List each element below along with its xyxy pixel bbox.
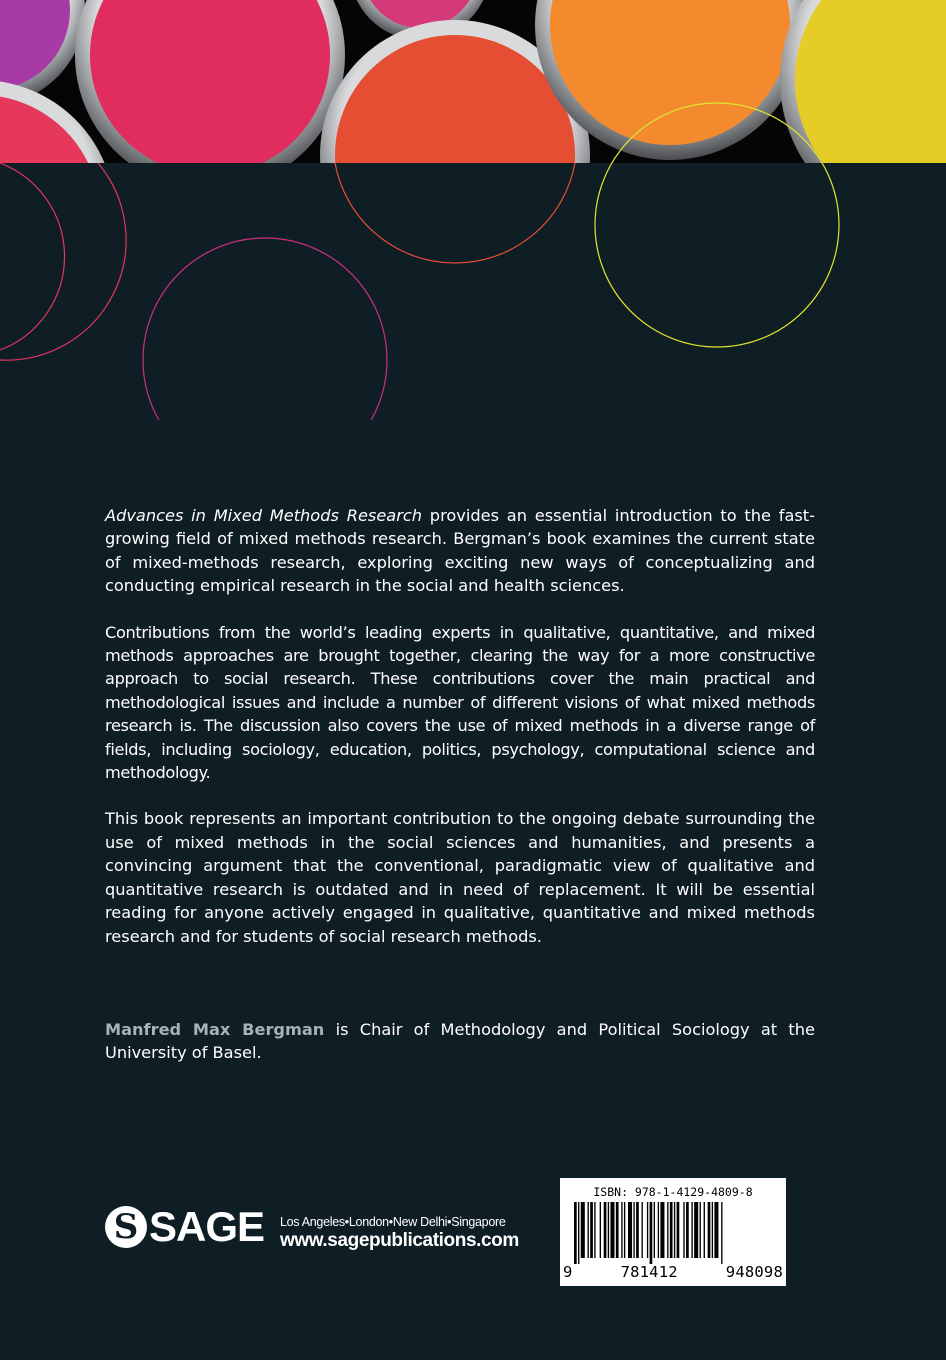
publisher-logo <box>105 1203 265 1250</box>
barcode-bar <box>660 1202 664 1258</box>
barcode-bar <box>700 1202 701 1258</box>
isbn-barcode <box>560 1178 786 1286</box>
barcode-bar <box>667 1202 668 1258</box>
barcode-bar <box>642 1202 643 1258</box>
barcode-right-digits: 948098 <box>725 1263 783 1281</box>
barcode-bar <box>686 1202 689 1258</box>
barcode-bar <box>594 1202 595 1258</box>
book-title: Advances in Mixed Methods Research <box>105 506 423 525</box>
barcode-bar <box>712 1202 713 1258</box>
ring-orange <box>335 163 575 263</box>
barcode-bar <box>616 1202 619 1258</box>
barcode-bar <box>721 1202 722 1264</box>
isbn-label: ISBN: 978-1-4129-4809-8 <box>593 1185 753 1199</box>
barcode-bar <box>708 1202 711 1258</box>
barcode-bar <box>610 1202 614 1258</box>
barcode-bar <box>658 1202 659 1258</box>
ring-left-edge <box>0 163 126 360</box>
barcode-bar <box>588 1202 589 1258</box>
barcode-bar <box>691 1202 692 1258</box>
back-cover-blurb <box>105 504 815 1088</box>
barcode-bar <box>677 1202 680 1258</box>
barcode-bar <box>621 1202 622 1258</box>
barcode-bar <box>608 1202 609 1258</box>
barcode-bar <box>647 1202 648 1258</box>
blurb-paragraph-2: Contributions from the world’s leading experts in qualitative, quantitative, and mixed methods approaches are brought together, clearing the way for a more constructive approach to social research. These contributions cover the main practical and methodological issues and include a number of different visions of what mixed methods research is. The discussion also covers the use of mixed methods in a diverse range of fields, including sociology, education, politics, psychology, computational science and methodology. <box>105 622 815 783</box>
barcode-bar <box>600 1202 601 1258</box>
barcode-bar <box>654 1202 655 1258</box>
barcode-bar <box>624 1202 625 1258</box>
author-name: Manfred Max Bergman <box>105 1019 325 1039</box>
ring-pink <box>143 238 387 420</box>
barcode-bar <box>674 1202 675 1258</box>
author-bio <box>105 1018 815 1065</box>
publisher-website: www.sagepublications.com <box>280 1230 519 1251</box>
barcode-bar <box>578 1202 579 1264</box>
barcode-bar <box>636 1202 639 1258</box>
publisher-logo-word: SAGE <box>149 1203 265 1250</box>
barcode-bar <box>670 1202 673 1258</box>
barcode-icon <box>574 1202 772 1264</box>
barcode-digits <box>563 1263 783 1281</box>
publisher-info <box>280 1215 519 1252</box>
sage-logo-icon: S <box>105 1206 147 1248</box>
barcode-bar <box>650 1202 653 1264</box>
barcode-bar <box>694 1202 698 1258</box>
ring-left <box>0 163 65 350</box>
barcode-bar <box>581 1202 585 1258</box>
barcode-bar <box>633 1202 634 1258</box>
barcode-bar <box>574 1202 577 1264</box>
barcode-bar <box>683 1202 684 1258</box>
barcode-bar <box>604 1202 607 1258</box>
author-bio-text: is Chair of Methodology and Political Sociology at the University of Basel. <box>105 1019 815 1063</box>
blurb-paragraph-1-text: provides an essential introduction to the fast-growing field of mixed methods research. Bergman’s book examines the current state of mixed-methods research, exploring exciting new ways of conceptualizing and conducting empirical research in the social and health sciences. <box>105 506 815 596</box>
blurb-paragraph-3: This book represents an important contribution to the ongoing debate surrounding the use of mixed methods in the social sciences and humanities, and presents a convincing argument that the conventional, paradigmatic view of qualitative and quantitative research is outdated and in need of replacement. It will be essential reading for anyone actively engaged in qualitative, quantitative and mixed methods research and for students of social research methods. <box>105 809 815 946</box>
paint-cans-image <box>0 0 946 163</box>
barcode-lead-digit: 9 <box>563 1263 573 1281</box>
barcode-bar <box>590 1202 593 1258</box>
barcode-bar <box>704 1202 705 1258</box>
barcode-left-digits: 781412 <box>620 1263 678 1281</box>
barcode-bar <box>628 1202 632 1258</box>
barcode-bar <box>714 1202 718 1258</box>
blurb-paragraph-1 <box>105 504 815 598</box>
publisher-cities: Los Angeles•London•New Delhi•Singapore <box>280 1215 506 1229</box>
paint-cans-icon <box>0 0 946 163</box>
